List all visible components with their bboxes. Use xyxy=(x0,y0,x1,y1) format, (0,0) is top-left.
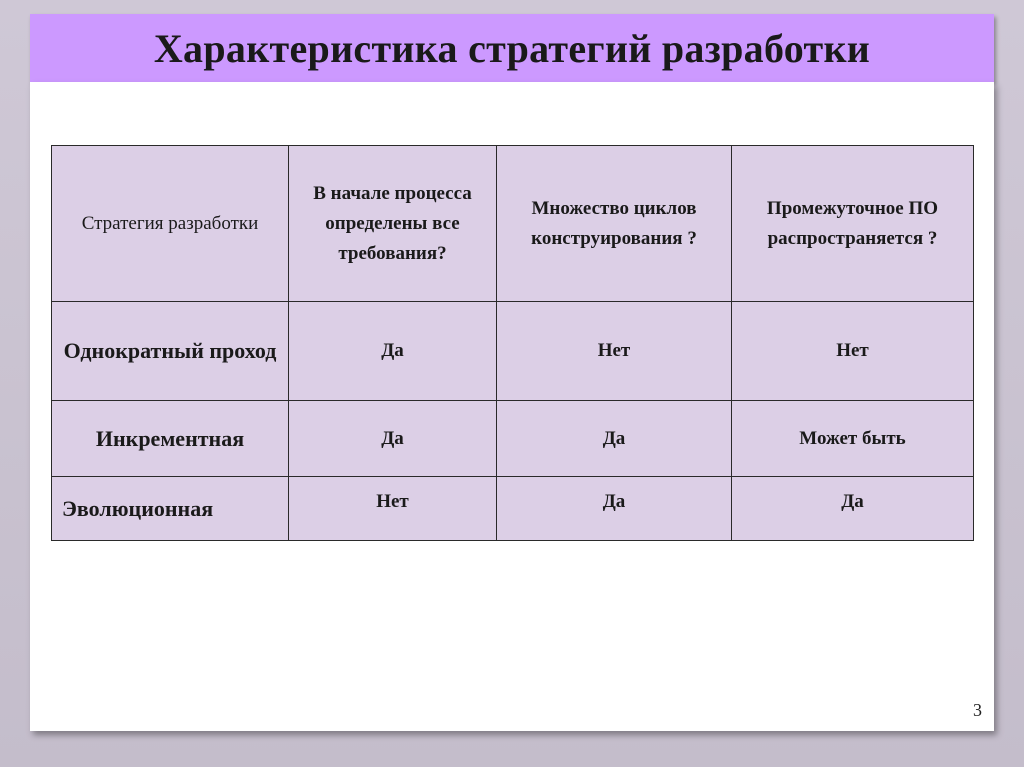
table-cell: Да xyxy=(497,477,732,541)
slide-title: Характеристика стратегий разработки xyxy=(153,25,871,71)
content-panel xyxy=(30,82,994,731)
table-cell: Нет xyxy=(497,302,732,401)
table-cell: Нет xyxy=(289,477,497,541)
table-cell: Нет xyxy=(732,302,974,401)
header-intermediate: Промежуточное ПО распространяется ? xyxy=(732,146,974,302)
table-container xyxy=(51,145,973,541)
table-header-row xyxy=(52,146,974,302)
strategy-table xyxy=(51,145,974,541)
title-bar xyxy=(30,14,994,82)
table-cell: Да xyxy=(289,401,497,477)
row-label-incremental: Инкрементная xyxy=(52,401,289,477)
header-strategy: Стратегия разработки xyxy=(52,146,289,302)
table-cell: Да xyxy=(732,477,974,541)
row-label-evolutionary: Эволюционная xyxy=(52,477,289,541)
table-cell: Да xyxy=(289,302,497,401)
page-number: 3 xyxy=(973,700,982,720)
table-cell: Может быть xyxy=(732,401,974,477)
header-requirements: В начале процесса определены все требования? xyxy=(289,146,497,302)
header-cycles: Множество циклов конструирования ? xyxy=(497,146,732,302)
table-row xyxy=(52,477,974,541)
table-cell: Да xyxy=(497,401,732,477)
row-label-single-pass: Однократный проход xyxy=(52,302,289,401)
table-row xyxy=(52,302,974,401)
table-row xyxy=(52,401,974,477)
